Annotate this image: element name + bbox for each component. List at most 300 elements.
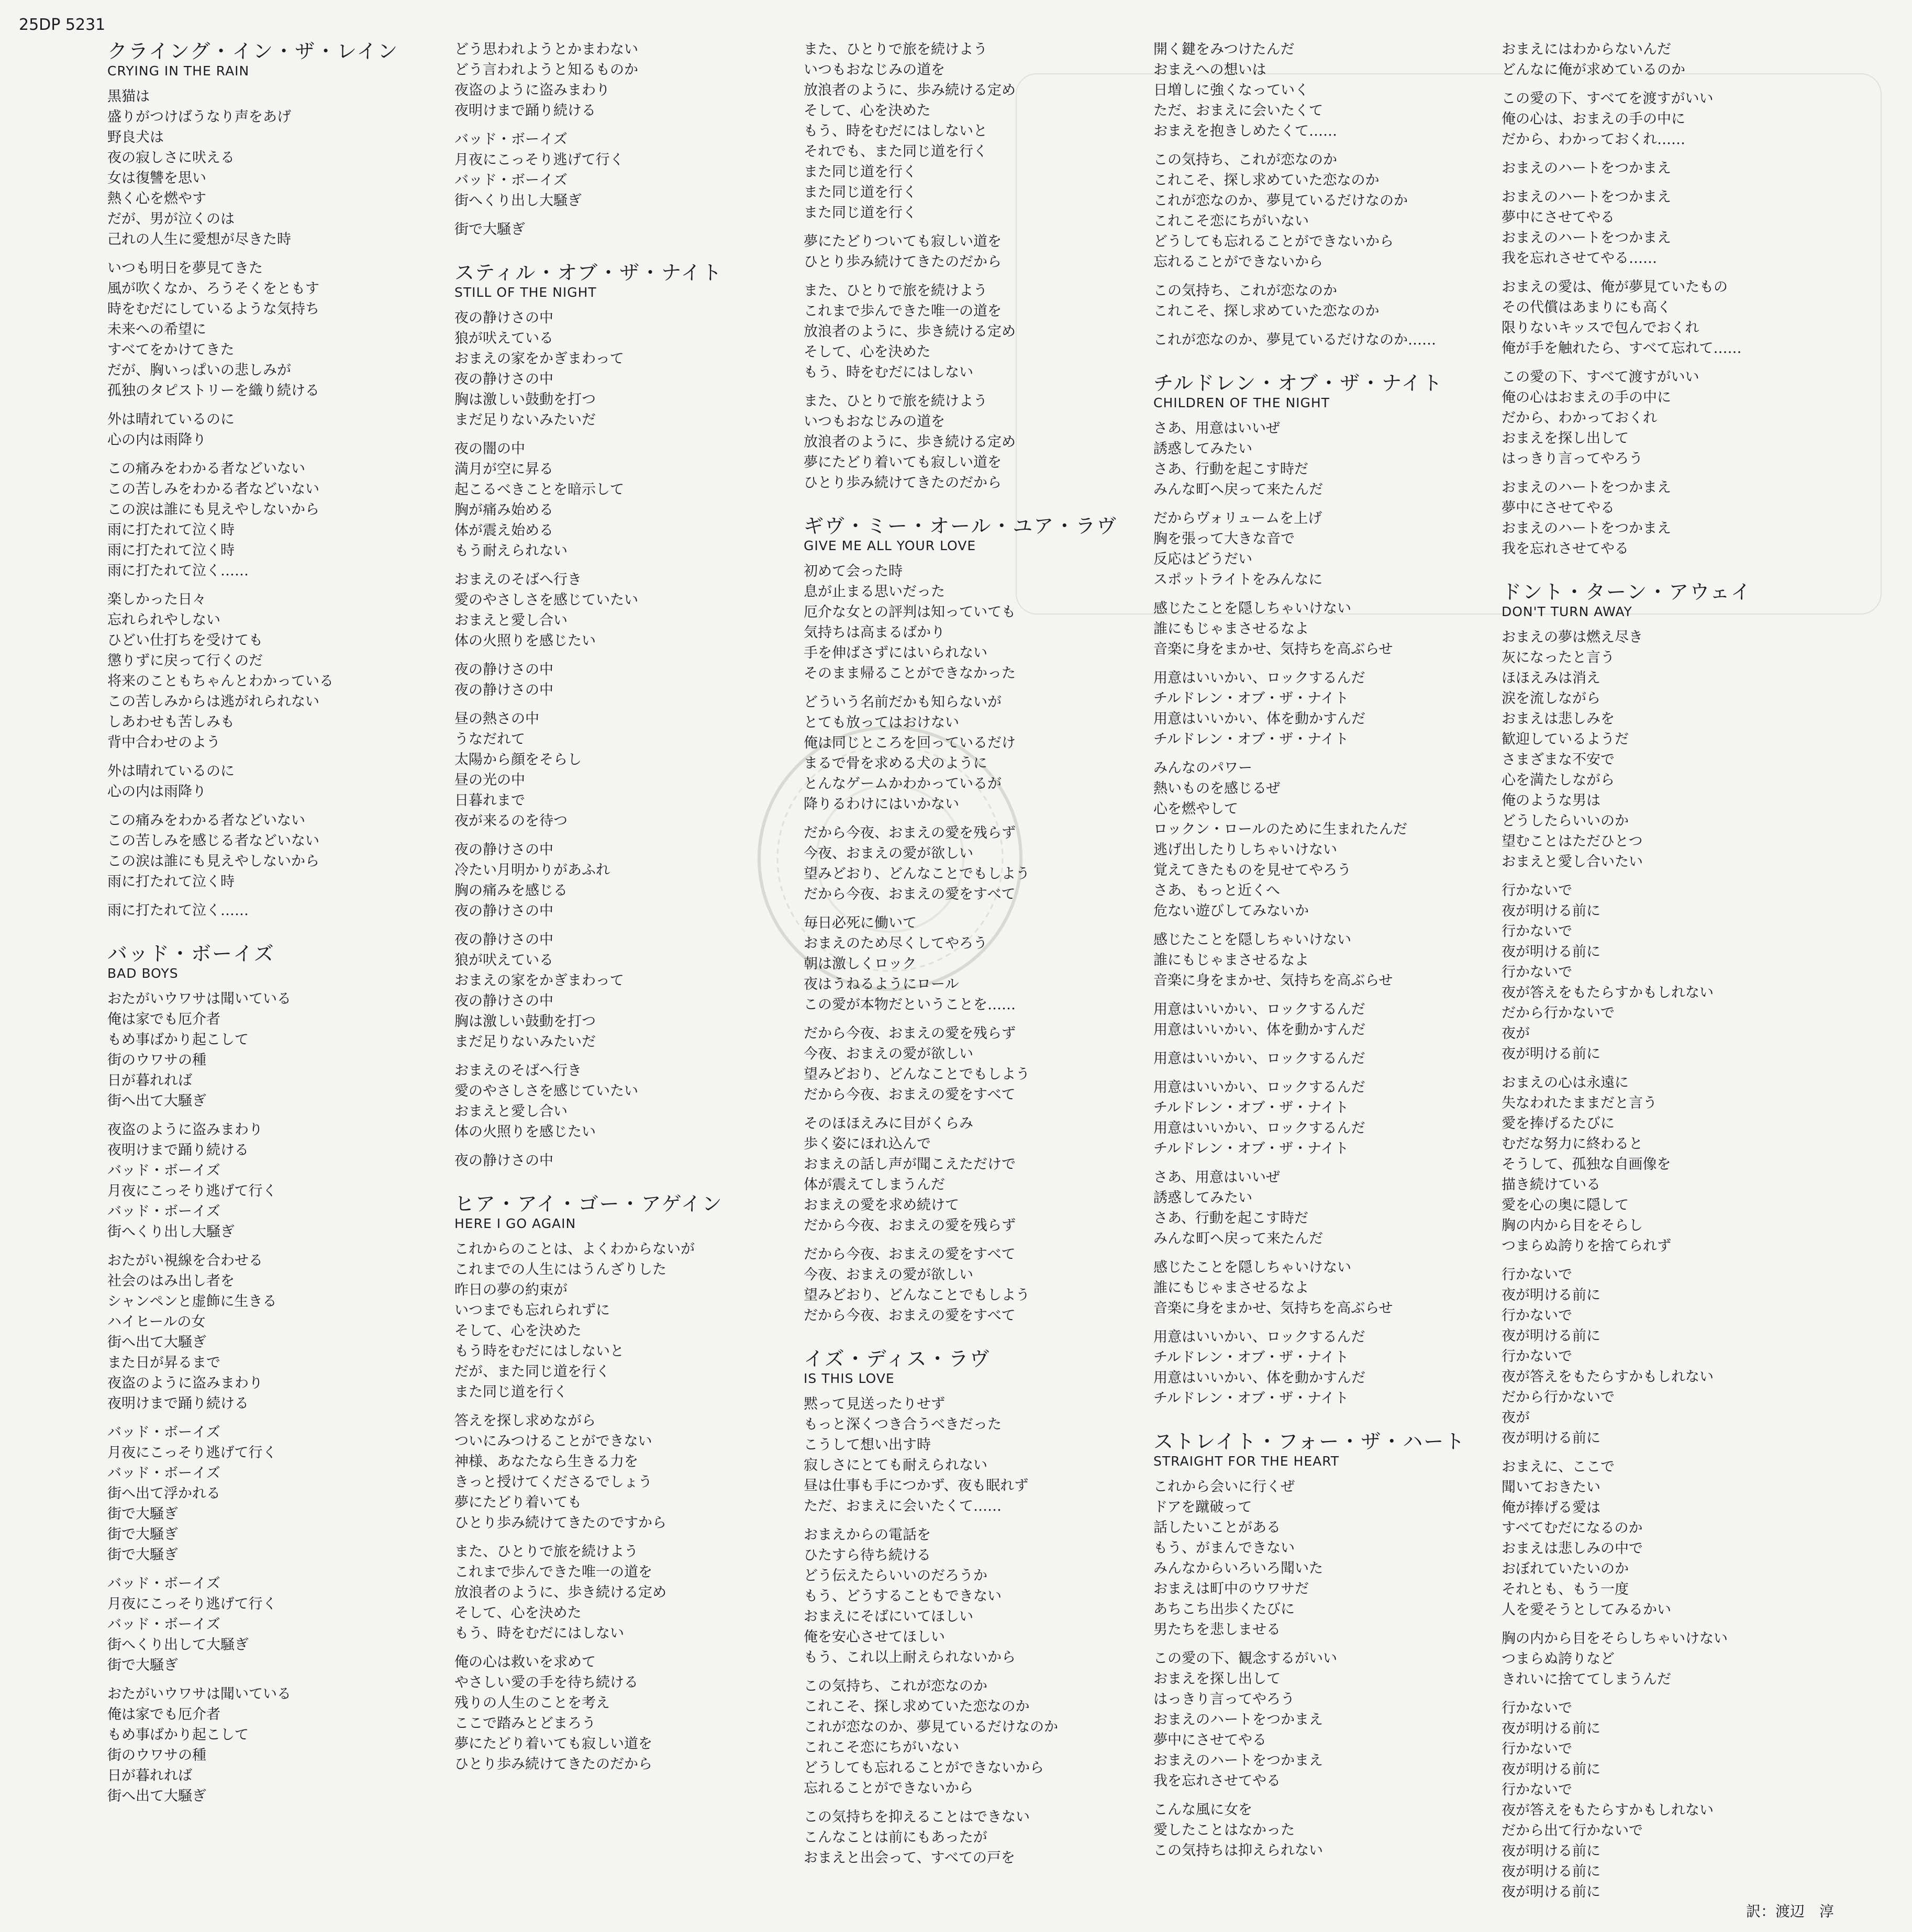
stanza bbox=[454, 308, 803, 430]
lyric-line: 朝は激しくロック bbox=[804, 956, 917, 972]
lyric-line: 反応はどうだい bbox=[1153, 551, 1252, 567]
lyric-line: この愛が本物だということを…… bbox=[804, 997, 1016, 1013]
stanza bbox=[107, 258, 455, 401]
stanza bbox=[1153, 930, 1502, 991]
song-block bbox=[454, 39, 803, 240]
lyric-line: 愛を捧げるたびに bbox=[1502, 1115, 1615, 1132]
lyric-line: 夜の静けさの中 bbox=[454, 310, 553, 326]
lyric-line: 歓迎しているようだ bbox=[1502, 731, 1629, 747]
lyric-line: 夜の静けさの中 bbox=[454, 993, 553, 1009]
lyric-line: これまで歩んできた唯一の道を bbox=[804, 303, 1002, 319]
lyric-line: 我を忘れさせてやる bbox=[1153, 1773, 1281, 1789]
stanza bbox=[1153, 1800, 1502, 1861]
lyric-line: おたがいウワサは聞いている bbox=[107, 991, 291, 1007]
lyric-line: どうしたらいいのか bbox=[1502, 813, 1629, 829]
lyric-line: 答えを探し求めながら bbox=[454, 1413, 596, 1429]
lyric-line: 将来のこともちゃんとわかっている bbox=[107, 673, 334, 689]
lyrics-column-2 bbox=[454, 39, 803, 1795]
song-subtitle: STRAIGHT FOR THE HEART bbox=[1153, 1454, 1340, 1469]
lyric-line: だから今夜、おまえの愛を残らず bbox=[804, 1218, 1016, 1234]
lyric-line: 月夜にこっそり逃げて行く bbox=[107, 1183, 277, 1199]
lyric-line: きっと授けてくださるでしょう bbox=[454, 1474, 652, 1490]
stanza bbox=[454, 1239, 803, 1402]
lyric-line: 俺は同じところを回っているだけ bbox=[804, 735, 1016, 751]
lyric-line: 胸の内から目をそらし bbox=[1502, 1218, 1643, 1234]
lyric-line: 月夜にこっそり逃げて行く bbox=[454, 152, 624, 168]
lyric-line: ひとり歩み続けてきたのだから bbox=[454, 1756, 652, 1772]
lyric-line: 俺の心はおまえの手の中に bbox=[1502, 389, 1671, 406]
lyric-line: 歩く姿にほれ込んで bbox=[804, 1136, 931, 1152]
lyric-line: これまで歩んできた唯一の道を bbox=[454, 1564, 652, 1580]
song-subtitle: CHILDREN OF THE NIGHT bbox=[1153, 395, 1330, 410]
lyric-line: 夜が明ける前に bbox=[1502, 1843, 1600, 1859]
song-title: スティル・オブ・ザ・ナイト bbox=[454, 261, 723, 284]
lyric-line: おまえのハートをつかまえ bbox=[1153, 1712, 1323, 1728]
stanza bbox=[1502, 39, 1868, 80]
song-subtitle: GIVE ME ALL YOUR LOVE bbox=[804, 538, 976, 553]
lyric-line: 街で大騒ぎ bbox=[107, 1547, 178, 1563]
lyric-line: いつも明日を夢見てきた bbox=[107, 260, 263, 276]
lyric-line: 心の内は雨降り bbox=[107, 784, 206, 800]
lyric-line: 夜明けまで踊り続ける bbox=[107, 1395, 249, 1412]
catalog-number: 25DP 5231 bbox=[19, 16, 106, 34]
lyric-line: どう言われようと知るものか bbox=[454, 62, 638, 78]
stanza bbox=[1153, 418, 1502, 500]
lyric-line: おまえへの想いは bbox=[1153, 62, 1266, 78]
lyric-line: ひとり歩み続けてきたのだから bbox=[804, 475, 1002, 491]
stanza bbox=[1502, 367, 1868, 469]
lyric-line: また同じ道を行く bbox=[804, 164, 917, 180]
lyric-line: ひどい仕打ちを受けても bbox=[107, 632, 263, 649]
stanza bbox=[1502, 627, 1868, 872]
lyric-line: 胸は激しい鼓動を打つ bbox=[454, 1013, 596, 1030]
lyric-line: おまえを探し出して bbox=[1502, 430, 1629, 446]
lyric-line: だから今夜、おまえの愛をすべて bbox=[804, 1087, 1016, 1103]
song-subtitle: HERE I GO AGAIN bbox=[454, 1216, 576, 1231]
lyric-line: 黙って見送ったりせず bbox=[804, 1396, 945, 1412]
lyric-line: もう、がまんできない bbox=[1153, 1540, 1295, 1556]
stanza bbox=[454, 709, 803, 831]
lyric-line: これこそ恋にちがいない bbox=[804, 1739, 959, 1756]
lyric-line: おまえの心は永遠に bbox=[1502, 1075, 1629, 1091]
lyric-line: ほほえみは消え bbox=[1502, 670, 1600, 686]
lyric-line: 黒猫は bbox=[107, 88, 150, 105]
stanza bbox=[804, 561, 1152, 684]
lyric-line: おまえを探し出して bbox=[1153, 1671, 1281, 1687]
lyric-line: この気持ち、これが恋なのか bbox=[1153, 152, 1337, 168]
lyric-line: まだ足りないみたいだ bbox=[454, 412, 596, 428]
stanza bbox=[1153, 999, 1502, 1040]
stanza bbox=[1153, 758, 1502, 921]
lyric-line: さあ、行動を起こす時だ bbox=[1153, 1210, 1308, 1226]
lyric-line: 体が震え始める bbox=[454, 522, 553, 539]
stanza bbox=[1153, 1167, 1502, 1249]
lyric-line: 我を忘れさせてやる bbox=[1502, 541, 1629, 557]
lyric-line: 俺の心は救いを求めて bbox=[454, 1654, 596, 1670]
lyric-line: ハイヒールの女 bbox=[107, 1314, 206, 1330]
lyric-line: おまえの家をかぎまわって bbox=[454, 351, 624, 367]
lyric-line: この苦しみからは逃がれられない bbox=[107, 694, 319, 710]
lyric-line: この気持ち、これが恋なのか bbox=[1153, 283, 1337, 299]
stanza bbox=[1153, 1257, 1502, 1319]
song-block bbox=[107, 942, 455, 1806]
lyric-line: おまえと愛し合い bbox=[454, 612, 568, 629]
lyric-line: 夢にたどり着いても寂しい道を bbox=[454, 1736, 652, 1752]
lyric-line: その代償はあまりにも高く bbox=[1502, 299, 1671, 316]
lyric-line: この涙は誰にも見えやしないから bbox=[107, 501, 319, 518]
lyric-line: 望みどおり、どんなことでもしよう bbox=[804, 1066, 1030, 1082]
lyric-line: 夜盗のように盗みまわり bbox=[454, 82, 610, 98]
lyric-line: ついにみつけることができない bbox=[454, 1433, 652, 1449]
lyric-line: おたがいウワサは聞いている bbox=[107, 1686, 291, 1702]
stanza bbox=[1502, 277, 1868, 359]
lyric-line: だから今夜、おまえの愛をすべて bbox=[804, 1246, 1016, 1263]
stanza bbox=[804, 281, 1152, 383]
lyric-line: 今夜、おまえの愛が欲しい bbox=[804, 1267, 973, 1283]
lyric-line: 毎日必死に働いて bbox=[804, 915, 917, 931]
lyric-line: おまえからの電話を bbox=[804, 1527, 931, 1543]
lyric-line: この気持ち、これが恋なのか bbox=[804, 1678, 987, 1694]
lyric-line: おまえに、ここで bbox=[1502, 1459, 1615, 1475]
lyric-line: 己れの人生に愛想が尽きた時 bbox=[107, 231, 291, 248]
lyric-line: そして、心を決めた bbox=[804, 344, 931, 360]
lyric-line: みんな町へ戻って来たんだ bbox=[1153, 1231, 1323, 1247]
lyric-line: 夜が来るのを待つ bbox=[454, 813, 568, 829]
song-block bbox=[1502, 39, 1868, 559]
stanza bbox=[454, 930, 803, 1052]
stanza bbox=[1502, 1457, 1868, 1620]
stanza bbox=[107, 409, 455, 450]
stanza bbox=[454, 439, 803, 561]
lyric-line: もう時をむだにはしないと bbox=[454, 1343, 624, 1359]
lyric-line: 夜が明ける前に bbox=[1502, 903, 1600, 919]
lyric-line: ただ、おまえに会いたくて bbox=[1153, 103, 1323, 119]
lyric-line: この苦しみを感じる者などいない bbox=[107, 833, 319, 849]
lyric-line: バッド・ボーイズ bbox=[107, 1576, 220, 1592]
song-title: イズ・ディス・ラヴ bbox=[804, 1347, 991, 1370]
lyric-line: 街へ出て大騒ぎ bbox=[107, 1093, 206, 1109]
song-block bbox=[454, 1192, 803, 1774]
lyric-line: 降りるわけにはいかない bbox=[804, 796, 959, 812]
song-block bbox=[454, 261, 803, 1171]
lyric-line: 夜明けまで踊り続ける bbox=[454, 103, 596, 119]
lyrics-column-3 bbox=[804, 39, 1152, 1889]
lyric-line: また同じ道を行く bbox=[804, 184, 917, 200]
lyric-line: 盛りがつけばうなり声をあげ bbox=[107, 109, 291, 125]
stanza bbox=[1502, 1698, 1868, 1902]
lyric-line: おまえのハートをつかまえ bbox=[1502, 230, 1671, 246]
stanza bbox=[804, 1807, 1152, 1868]
stanza bbox=[1153, 1477, 1502, 1640]
lyric-line: そして、心を決めた bbox=[454, 1605, 582, 1621]
lyric-line: おまえと出会って、すべての戸を bbox=[804, 1850, 1015, 1866]
lyric-line: バッド・ボーイズ bbox=[107, 1616, 220, 1633]
stanza bbox=[1502, 477, 1868, 559]
lyric-line: どういう名前だかも知らないが bbox=[804, 694, 1002, 710]
lyric-line: また同じ道を行く bbox=[454, 1384, 568, 1400]
lyric-line: これからのことは、よくわからないが bbox=[454, 1241, 695, 1257]
lyric-line: 我を忘れさせてやる…… bbox=[1502, 250, 1657, 266]
lyric-line: 夜が明ける前に bbox=[1502, 1430, 1600, 1446]
lyric-line: 月夜にこっそり逃げて行く bbox=[107, 1596, 277, 1612]
lyric-line: 望みどおり、どんなことでもしよう bbox=[804, 1287, 1030, 1303]
lyric-line: 胸が痛み始める bbox=[454, 502, 553, 518]
lyric-line: 描き続けている bbox=[1502, 1177, 1600, 1193]
lyric-line: 夜が bbox=[1502, 1025, 1530, 1042]
lyric-line: 背中合わせのよう bbox=[107, 734, 220, 751]
lyric-line: おぼれていたいのか bbox=[1502, 1561, 1629, 1577]
stanza bbox=[1153, 598, 1502, 660]
stanza bbox=[454, 569, 803, 651]
lyric-line: むだな努力に終わると bbox=[1502, 1136, 1643, 1152]
lyric-line: 忘れることができないから bbox=[1153, 254, 1323, 270]
lyric-line: 夜が明ける前に bbox=[1502, 1046, 1600, 1062]
lyric-line: 昼の熱さの中 bbox=[454, 711, 539, 727]
lyric-line: 音楽に身をまかせ、気持ちを高ぶらせ bbox=[1153, 1300, 1393, 1316]
lyric-line: ひとり歩み続けてきたのですから bbox=[454, 1515, 666, 1531]
lyric-line: 街へくり出して大騒ぎ bbox=[107, 1637, 249, 1653]
lyric-line: バッド・ボーイズ bbox=[454, 172, 568, 188]
stanza bbox=[1502, 1628, 1868, 1690]
stanza bbox=[454, 129, 803, 211]
stanza bbox=[1502, 187, 1868, 269]
song-block bbox=[804, 514, 1152, 1326]
lyric-line: この痛みをわかる者などいない bbox=[107, 812, 305, 829]
lyric-line: とんなゲームかわかっているが bbox=[804, 776, 1002, 792]
stanza bbox=[804, 231, 1152, 272]
lyric-line: 誰にもじゃまさせるなよ bbox=[1153, 621, 1309, 637]
stanza bbox=[454, 1060, 803, 1142]
lyric-line: もう、これ以上耐えられないから bbox=[804, 1649, 1016, 1666]
stanza bbox=[1153, 330, 1502, 350]
lyric-line: 街のウワサの種 bbox=[107, 1747, 206, 1763]
lyric-line: おまえのハートをつかまえ bbox=[1502, 160, 1671, 176]
lyric-line: これこそ、探し求めていた恋なのか bbox=[804, 1699, 1030, 1715]
lyric-line: 俺のような男は bbox=[1502, 792, 1600, 809]
lyric-line: 雨に打たれて泣く…… bbox=[107, 563, 249, 579]
lyric-line: 夜が明ける前に bbox=[1502, 1761, 1600, 1778]
lyric-line: 用意はいいかい、体を動かすんだ bbox=[1153, 1022, 1365, 1038]
lyric-line: 夢中にさせてやる bbox=[1502, 500, 1615, 516]
lyric-line: 限りないキッスで包んでおくれ bbox=[1502, 320, 1699, 336]
lyric-line: 外は晴れているのに bbox=[107, 411, 235, 428]
lyric-line: おまえにそばにいてほしい bbox=[804, 1609, 973, 1625]
lyric-line: 楽しかった日々 bbox=[107, 591, 206, 608]
lyric-line: 胸の内から目をそらしちゃいけない bbox=[1502, 1631, 1728, 1647]
lyric-line: 残りの人生のことを考え bbox=[454, 1695, 610, 1711]
lyric-line: 用意はいいかい、ロックするんだ bbox=[1153, 1051, 1365, 1067]
lyric-line: だから、わかっておくれ bbox=[1502, 410, 1657, 426]
lyric-line: 男たちを悲しませる bbox=[1153, 1622, 1281, 1638]
stanza bbox=[107, 1573, 455, 1676]
lyric-line: みんなからいろいろ聞いた bbox=[1153, 1560, 1323, 1577]
lyric-line: 胸の痛みを感じる bbox=[454, 883, 568, 899]
lyric-line: 夜の静けさの中 bbox=[454, 932, 553, 948]
stanza bbox=[1153, 1048, 1502, 1069]
stanza bbox=[1153, 1327, 1502, 1409]
lyric-line: 夜が明ける前に bbox=[1502, 1287, 1600, 1303]
lyric-line: 夜が答えをもたらすかもしれない bbox=[1502, 1369, 1714, 1385]
lyric-line: だから今夜、おまえの愛を残らず bbox=[804, 825, 1016, 841]
lyric-line: チルドレン・オブ・ザ・ナイト bbox=[1153, 1100, 1349, 1116]
stanza bbox=[804, 1113, 1152, 1236]
lyric-line: もめ事ばかり起こして bbox=[107, 1727, 249, 1743]
lyric-line: 夜が明ける前に bbox=[1502, 944, 1600, 960]
lyric-line: 感じたことを隠しちゃいけない bbox=[1153, 932, 1351, 948]
lyric-line: 行かないで bbox=[1502, 1782, 1572, 1798]
lyric-line: だから行かないで bbox=[1502, 1005, 1615, 1021]
lyric-line: 放浪者のように、歩き続ける定め bbox=[454, 1584, 666, 1601]
lyric-line: 街へ出て大騒ぎ bbox=[107, 1334, 206, 1350]
lyric-line: 望みどおり、どんなことでもしよう bbox=[804, 866, 1030, 882]
lyric-line: おまえは悲しみの中で bbox=[1502, 1540, 1643, 1557]
stanza bbox=[1153, 668, 1502, 750]
song-title: ギヴ・ミー・オール・ユア・ラヴ bbox=[804, 515, 1118, 538]
lyric-line: ただ、おまえに会いたくて…… bbox=[804, 1498, 1002, 1514]
lyric-line: 街へくり出し大騒ぎ bbox=[107, 1224, 235, 1240]
lyric-line: さまざまな不安で bbox=[1502, 752, 1615, 768]
lyric-line: つまらぬ誇りなど bbox=[1502, 1651, 1615, 1667]
lyric-line: すべてをかけてきた bbox=[107, 342, 235, 358]
lyric-line: すべてむだになるのか bbox=[1502, 1520, 1643, 1536]
lyric-line: 街で大騒ぎ bbox=[454, 221, 525, 238]
lyric-line: 行かないで bbox=[1502, 1700, 1572, 1716]
lyric-line: 日が暮れれば bbox=[107, 1073, 192, 1089]
lyric-line: 夜の寂しさに吠える bbox=[107, 150, 235, 166]
lyric-line: 街へ出て浮かれる bbox=[107, 1486, 220, 1502]
lyric-line: これこそ恋にちがいない bbox=[1153, 213, 1309, 229]
lyric-line: 冷たい月明かりがあふれ bbox=[454, 862, 610, 878]
lyric-line: 放浪者のように、歩き続ける定め bbox=[804, 323, 1016, 340]
lyric-line: 行かないで bbox=[1502, 964, 1572, 980]
lyric-line: この愛の下、すべてを渡すがいい bbox=[1502, 91, 1714, 107]
stanza bbox=[107, 1250, 455, 1414]
lyric-line: 起こるべきことを暗示して bbox=[454, 482, 624, 498]
lyric-line: おまえは悲しみを bbox=[1502, 711, 1615, 727]
lyric-line: 夜が明ける前に bbox=[1502, 1328, 1600, 1344]
lyric-line: 懲りずに戻って行くのだ bbox=[107, 653, 263, 669]
lyric-line: チルドレン・オブ・ザ・ナイト bbox=[1153, 1141, 1349, 1157]
stanza bbox=[1153, 1077, 1502, 1159]
song-subtitle: STILL OF THE NIGHT bbox=[454, 285, 597, 300]
lyric-line: 夜の静けさの中 bbox=[454, 371, 553, 387]
lyric-line: 危ない遊びしてみないか bbox=[1153, 903, 1309, 919]
lyric-line: もう耐えられない bbox=[454, 543, 568, 559]
lyric-line: もう、時をむだにはしないと bbox=[804, 123, 987, 139]
lyric-line: うなだれて bbox=[454, 731, 525, 747]
lyric-line: つまらぬ誇りを捨てられず bbox=[1502, 1238, 1671, 1254]
lyric-line: 夜盗のように盗みまわり bbox=[107, 1375, 263, 1391]
lyric-line: また同じ道を行く bbox=[804, 205, 917, 221]
lyric-line: だから今夜、おまえの愛を残らず bbox=[804, 1025, 1016, 1042]
lyric-line: 初めて会った時 bbox=[804, 563, 903, 579]
lyric-line: さあ、もっと近くへ bbox=[1153, 883, 1280, 899]
lyric-line: 胸は激しい鼓動を打つ bbox=[454, 392, 596, 408]
lyric-line: 夜が明ける前に bbox=[1502, 1721, 1600, 1737]
lyric-line: 昼の光の中 bbox=[454, 772, 525, 788]
lyric-line: 行かないで bbox=[1502, 1348, 1572, 1365]
lyrics-column-5 bbox=[1502, 39, 1868, 1923]
lyric-line: 用意はいいかい、ロックするんだ bbox=[1153, 1079, 1365, 1096]
lyric-line: チルドレン・オブ・ザ・ナイト bbox=[1153, 1390, 1349, 1406]
lyric-line: おまえの愛を求め続けて bbox=[804, 1197, 959, 1213]
lyric-line: 今夜、おまえの愛が欲しい bbox=[804, 1046, 973, 1062]
lyric-line: 心を燃やして bbox=[1153, 801, 1238, 817]
stanza bbox=[1153, 281, 1502, 321]
lyric-line: バッド・ボーイズ bbox=[107, 1203, 220, 1220]
stanza bbox=[454, 1652, 803, 1774]
lyric-line: これこそ、探し求めていた恋なのか bbox=[1153, 303, 1380, 319]
stanza bbox=[1502, 880, 1868, 1064]
lyric-line: だから今夜、おまえの愛をすべて bbox=[804, 1308, 1016, 1324]
lyric-line: 失なわれたままだと言う bbox=[1502, 1095, 1657, 1111]
lyric-line: さあ、用意はいいぜ bbox=[1153, 1169, 1280, 1186]
lyric-line: 用意はいいかい、体を動かすんだ bbox=[1153, 1370, 1365, 1386]
song-block bbox=[1153, 39, 1502, 350]
stanza bbox=[454, 1151, 803, 1171]
stanza bbox=[1502, 88, 1868, 150]
lyric-line: おまえのそばへ行き bbox=[454, 572, 582, 588]
lyric-line: バッド・ボーイズ bbox=[107, 1163, 220, 1179]
lyric-line: いつもおなじみの道を bbox=[804, 414, 945, 430]
lyric-line: 行かないで bbox=[1502, 1267, 1572, 1283]
lyric-line: 感じたことを隠しちゃいけない bbox=[1153, 1259, 1351, 1276]
lyric-line: おまえと愛し合いたい bbox=[1502, 854, 1643, 870]
lyric-line: おまえの話し声が聞こえただけで bbox=[804, 1156, 1016, 1172]
lyric-line: 俺を安心させてほしい bbox=[804, 1629, 945, 1645]
lyric-line: 街で大騒ぎ bbox=[107, 1526, 178, 1543]
lyric-line: これまでの人生にはうんざりした bbox=[454, 1261, 666, 1278]
lyric-line: 息が止まる思いだった bbox=[804, 584, 945, 600]
lyric-line: おまえの夢は燃え尽き bbox=[1502, 629, 1643, 645]
lyric-line: 俺は家でも厄介者 bbox=[107, 1706, 220, 1723]
lyric-line: 街へ出て大騒ぎ bbox=[107, 1788, 206, 1804]
lyric-line: また、ひとりで旅を続けよう bbox=[804, 393, 987, 409]
lyric-line: みんなのパワー bbox=[1153, 760, 1252, 776]
lyric-line: だが、また同じ道を行く bbox=[454, 1364, 610, 1380]
stanza bbox=[1502, 1265, 1868, 1448]
lyric-line: おたがい視線を合わせる bbox=[107, 1253, 263, 1269]
lyric-line: これが恋なのか、夢見ているだけなのか bbox=[1153, 193, 1408, 209]
lyric-line: 胸を張って大きな音で bbox=[1153, 531, 1295, 547]
lyric-line: また、ひとりで旅を続けよう bbox=[804, 283, 987, 299]
lyric-line: 熱く心を燃やす bbox=[107, 191, 206, 207]
lyric-line: そのまま帰ることができなかった bbox=[804, 665, 1016, 682]
lyric-line: そのほほえみに目がくらみ bbox=[804, 1115, 973, 1132]
lyric-line: 夜が答えをもたらすかもしれない bbox=[1502, 985, 1714, 1001]
lyric-line: 雨に打たれて泣く…… bbox=[107, 902, 249, 919]
song-block bbox=[804, 1347, 1152, 1868]
lyric-line: おまえのそばへ行き bbox=[454, 1063, 582, 1079]
lyric-line: 体の火照りを感じたい bbox=[454, 633, 596, 649]
stanza bbox=[454, 840, 803, 921]
lyric-line: 夜が答えをもたらすかもしれない bbox=[1502, 1802, 1714, 1818]
lyric-line: 夜が bbox=[1502, 1410, 1530, 1426]
lyric-line: 音楽に身をまかせ、気持ちを高ぶらせ bbox=[1153, 973, 1393, 989]
lyric-line: 狼が吠えている bbox=[454, 952, 553, 968]
stanza bbox=[107, 86, 455, 250]
lyric-line: ドアを蹴破って bbox=[1153, 1499, 1252, 1515]
stanza bbox=[804, 1244, 1152, 1326]
stanza bbox=[454, 660, 803, 700]
lyric-line: 雨に打たれて泣く時 bbox=[107, 874, 235, 890]
lyric-line: おまえのハートをつかまえ bbox=[1502, 189, 1671, 205]
lyric-line: 愛を心の奥に隠して bbox=[1502, 1197, 1629, 1213]
lyric-line: 夢にたどり着いても寂しい道を bbox=[804, 454, 1002, 471]
lyric-line: 行かないで bbox=[1502, 1308, 1572, 1324]
lyric-line: 雨に打たれて泣く時 bbox=[107, 522, 235, 538]
lyric-line: そして、心を決めた bbox=[454, 1323, 582, 1339]
